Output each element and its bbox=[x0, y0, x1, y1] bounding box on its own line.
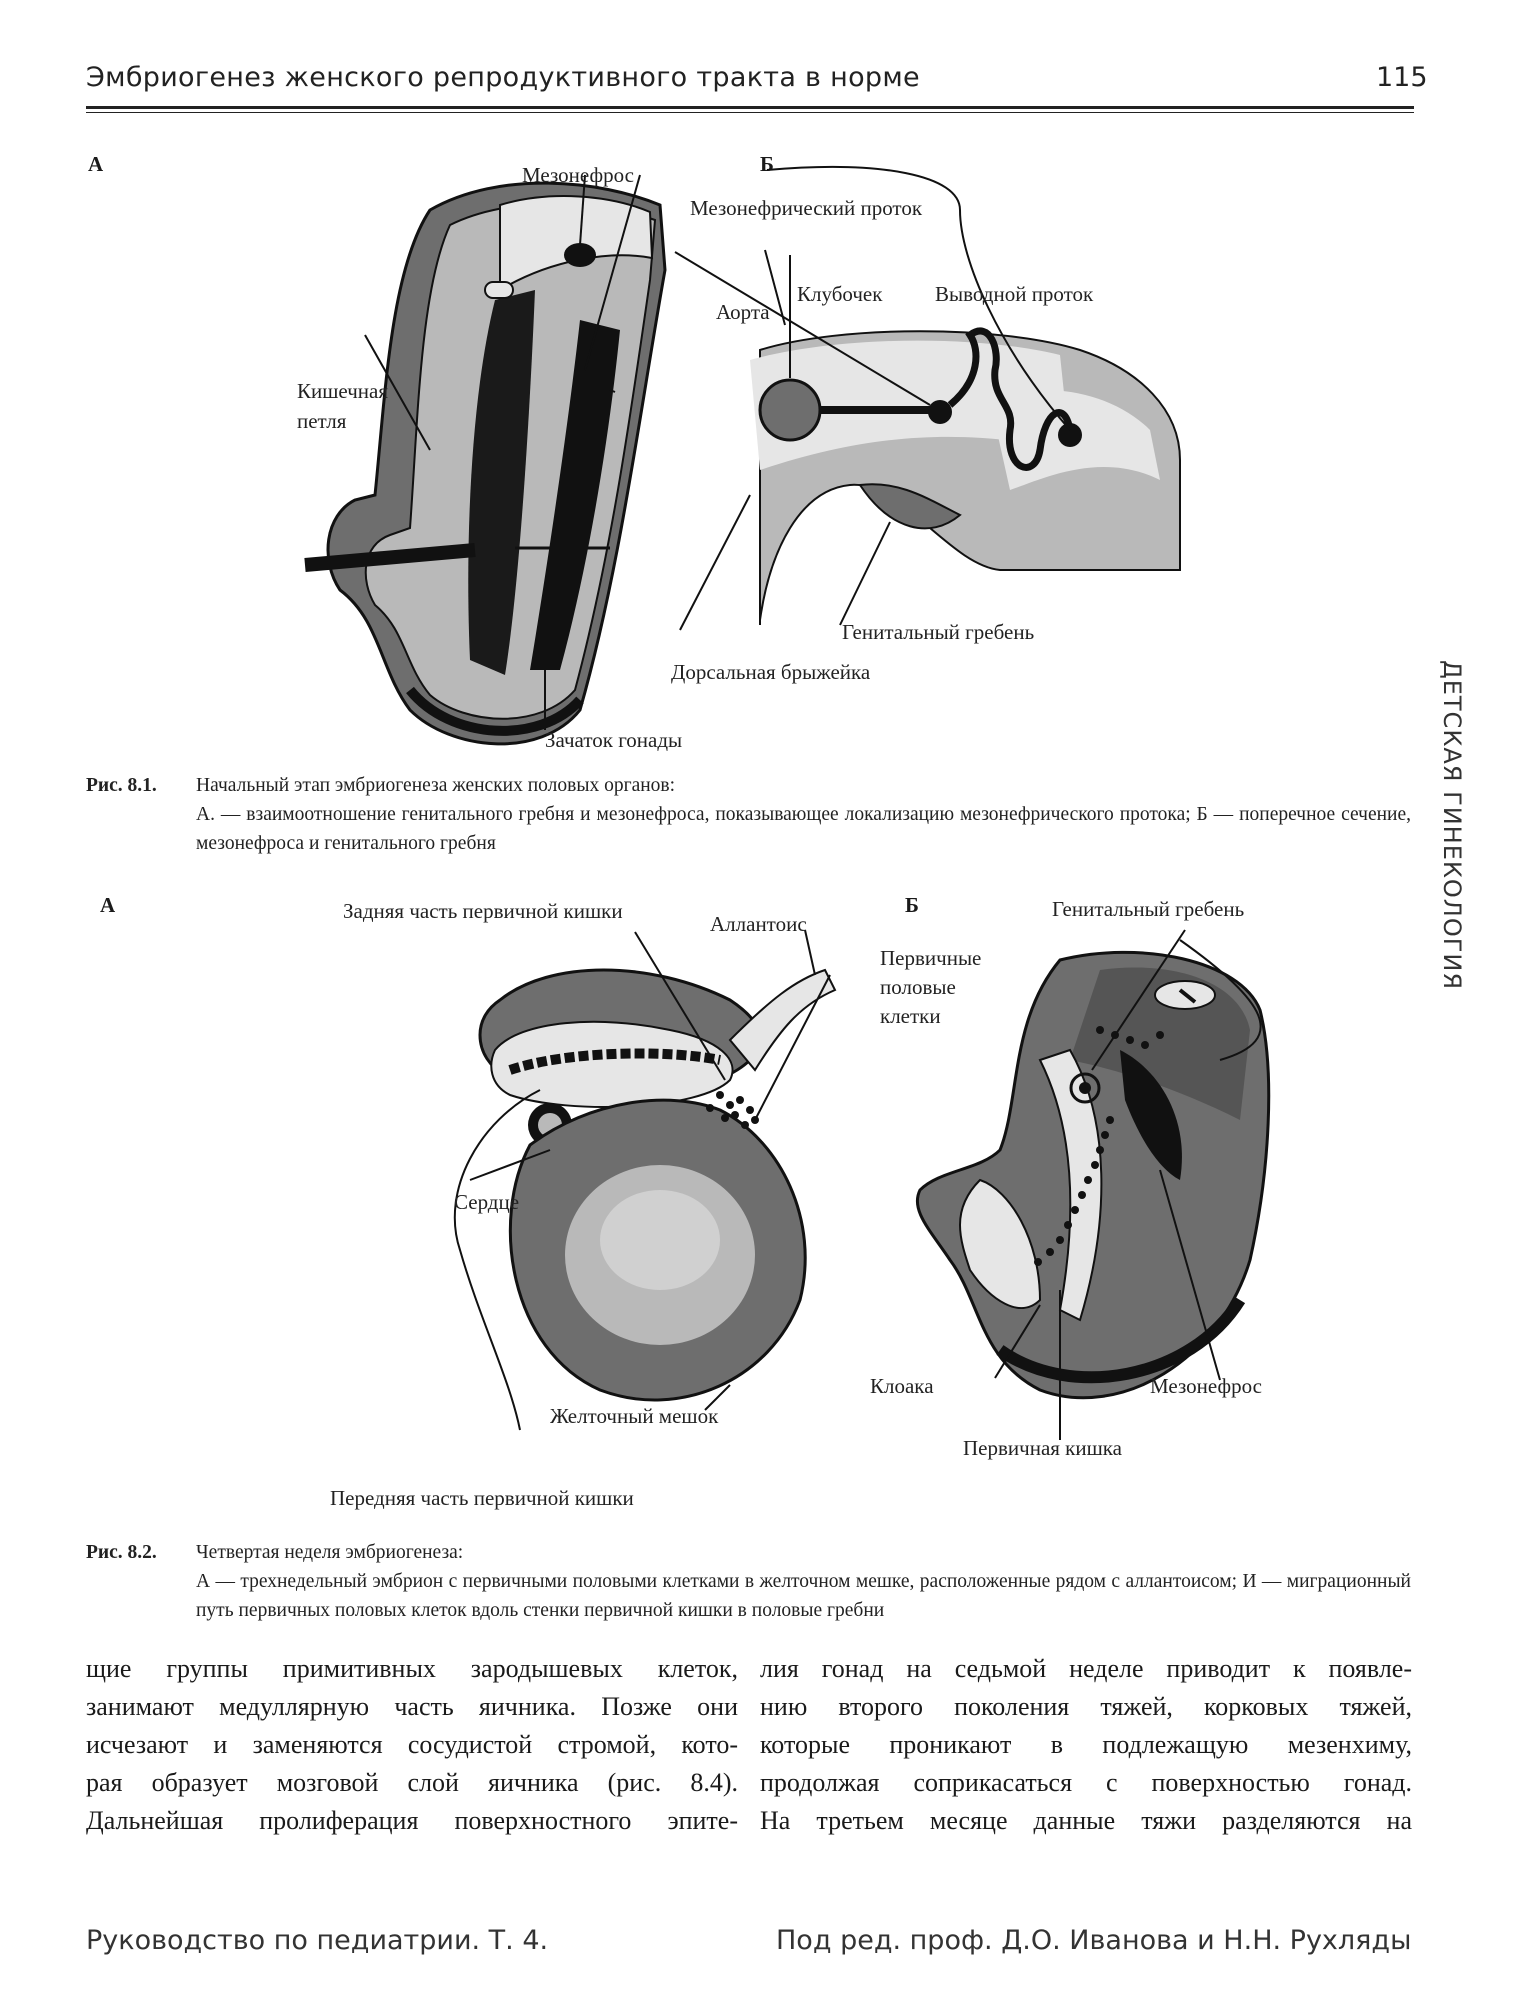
label-mesonephric-duct: Мезонефрический проток bbox=[690, 196, 923, 220]
figure-8-1-caption-label: Рис. 8.1. bbox=[86, 775, 157, 796]
running-header-title: Эмбриогенез женского репродуктивного тракта в норме bbox=[86, 62, 920, 93]
page-number: 115 bbox=[1376, 62, 1428, 93]
body-line: продолжая соприкасаться с поверхностью гонад. bbox=[760, 1768, 1412, 1797]
label-genital-ridge-2: Генитальный гребень bbox=[1052, 897, 1245, 921]
fig1-panel-b-drawing bbox=[750, 331, 1180, 625]
body-line: На третьем месяце данные тяжи разделяются на bbox=[760, 1806, 1412, 1835]
label-dorsal-mesentery: Дорсальная брыжейка bbox=[671, 660, 871, 684]
label-genital-ridge: Генитальный гребень bbox=[842, 620, 1035, 644]
label-hindgut: Задняя часть первичной кишки bbox=[343, 899, 623, 923]
body-line: рая образует мозговой слой яичника (рис. 8.4). bbox=[86, 1768, 738, 1797]
fig2-panel-a-drawing bbox=[480, 970, 835, 1400]
figure-8-2-caption bbox=[86, 1538, 1416, 1628]
figure-8-1-caption-text: А. — взаимоотношение генитального гребня и мезонефроса, показывающее локализацию мезонефрического протока; Б — поперечное сечение, мезонефроса и генитального гребня bbox=[196, 804, 1411, 854]
fig1-panel-a-drawing bbox=[305, 183, 665, 744]
body-line: исчезают и заменяются сосудистой стромой, кото- bbox=[86, 1730, 738, 1759]
figure-8-1-caption-title: Начальный этап эмбриогенеза женских половых органов: bbox=[196, 775, 676, 796]
figure-8-2-caption-title: Четвертая неделя эмбриогенеза: bbox=[196, 1542, 464, 1563]
body-line: щие группы примитивных зародышевых клеток, bbox=[86, 1654, 738, 1683]
body-line: лия гонад на седьмой неделе приводит к появле- bbox=[760, 1654, 1412, 1683]
label-germ-cells-line1: Первичные bbox=[880, 946, 982, 970]
label-efferent-duct: Выводной проток bbox=[935, 282, 1094, 306]
fig2-panel-b-drawing bbox=[917, 952, 1268, 1397]
body-column-right bbox=[760, 1650, 1412, 1840]
footer-book-title: Руководство по педиатрии. Т. 4. bbox=[86, 1925, 549, 1956]
figure-8-2-caption-label: Рис. 8.2. bbox=[86, 1542, 157, 1563]
label-intestinal-loop-line1: Кишечная bbox=[297, 379, 388, 403]
label-foregut: Передняя часть первичной кишки bbox=[330, 1486, 634, 1510]
body-line: которые проникают в подлежащую мезенхиму, bbox=[760, 1730, 1412, 1759]
body-column-left bbox=[86, 1650, 738, 1840]
label-germ-cells-line2: половые bbox=[880, 975, 956, 999]
header-rule bbox=[86, 106, 1414, 109]
label-primitive-gut: Первичная кишка bbox=[963, 1436, 1122, 1460]
fig1-panel-b-letter: Б bbox=[760, 152, 774, 176]
label-aorta: Аорта bbox=[716, 300, 770, 324]
fig1-panel-a-letter: А bbox=[88, 152, 104, 176]
footer-editors: Под ред. проф. Д.О. Иванова и Н.Н. Рухляды bbox=[776, 1925, 1412, 1956]
label-intestinal-loop-line2: петля bbox=[297, 409, 347, 433]
label-gonad-primordium: Зачаток гонады bbox=[545, 728, 683, 752]
body-line: Дальнейшая пролиферация поверхностного эпите- bbox=[86, 1806, 738, 1835]
label-germ-cells-line3: клетки bbox=[880, 1004, 941, 1028]
label-heart: Сердце bbox=[454, 1190, 520, 1214]
figure-8-2-caption-text: А — трехнедельный эмбрион с первичными половыми клетками в желточном мешке, расположенные рядом с аллантоисом; И — миграционный путь первичных половых клеток вдоль стенки первичной кишки в половые гребни bbox=[196, 1571, 1411, 1621]
label-allantois: Аллантоис bbox=[710, 912, 807, 936]
label-mesonephros: Мезонефрос bbox=[522, 163, 634, 187]
label-yolk-sac: Желточный мешок bbox=[550, 1404, 719, 1428]
figure-8-1-caption bbox=[86, 771, 1416, 861]
label-glomerulus: Клубочек bbox=[797, 282, 883, 306]
label-mesonephros-2: Мезонефрос bbox=[1150, 1374, 1262, 1398]
label-cloaca: Клоака bbox=[870, 1374, 934, 1398]
fig2-panel-a-letter: А bbox=[100, 893, 116, 917]
header-rule-thin bbox=[86, 112, 1414, 113]
side-section-title: ДЕТСКАЯ ГИНЕКОЛОГИЯ bbox=[1438, 659, 1466, 991]
fig2-panel-b-letter: Б bbox=[905, 893, 919, 917]
body-line: нию второго поколения тяжей, корковых тяжей, bbox=[760, 1692, 1412, 1721]
body-line: занимают медуллярную часть яичника. Позже они bbox=[86, 1692, 738, 1721]
